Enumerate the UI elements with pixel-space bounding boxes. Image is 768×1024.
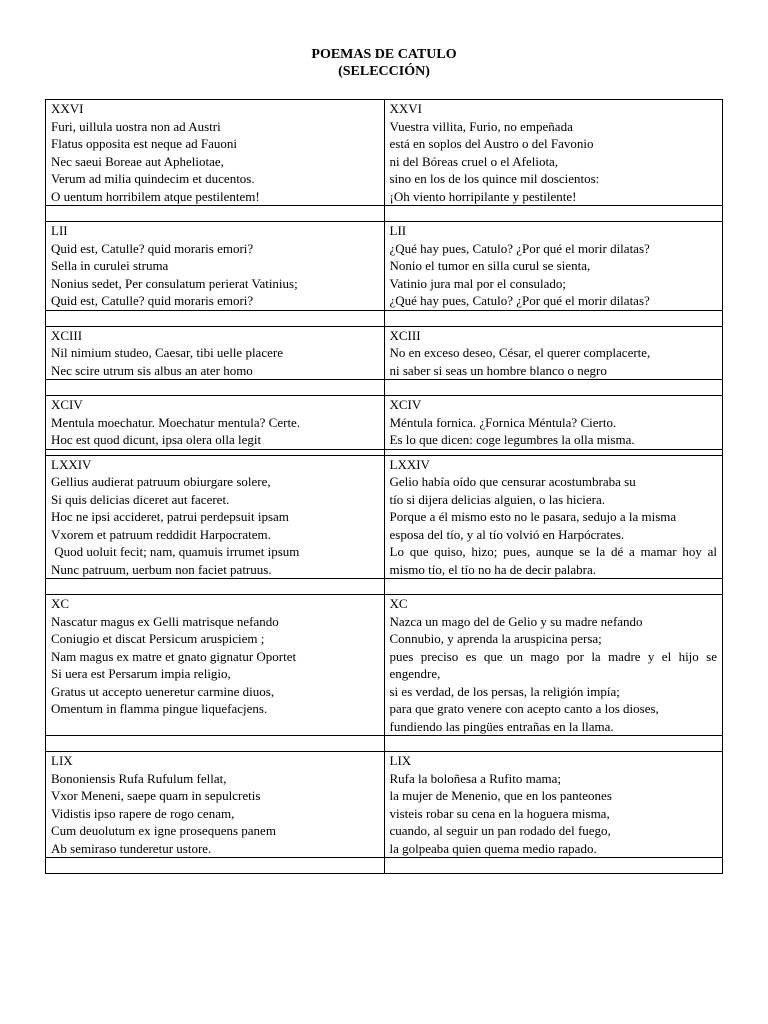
verse-line: Hoc ne ipsi accideret, patrui perdepsuit ipsam [51, 509, 289, 524]
poem-number: LXXIV [389, 456, 430, 472]
verse-line: visteis robar su cena en la hoguera misma, [389, 805, 610, 821]
verse-line: Furi, uillula uostra non ad Austri [51, 118, 221, 134]
spacer-cell [46, 736, 385, 752]
verse-line: la golpeaba quien quema medio rapado. [389, 840, 597, 856]
verse-line: Porque a él mismo esto no le pasara, sedujo a la misma [389, 509, 677, 524]
verse-line: Verum ad milia quindecim et ducentos. [51, 171, 255, 186]
latin-column [46, 455, 385, 579]
verse-line: tío si dijera delicias alguien, o las hiciera. [389, 491, 606, 507]
spacer-cell [46, 206, 385, 222]
poem-row [46, 100, 723, 206]
latin-column [46, 222, 385, 311]
verse-line: fundiendo las pingües entrañas en la llama. [389, 718, 614, 734]
verse-line: esposa del tío, y al tío volvió en Harpócrates. [389, 526, 625, 542]
verse-line: Nonio el tumor en silla curul se sienta, [389, 258, 591, 273]
verse-line: está en soplos del Austro o del Favonio [389, 136, 594, 151]
verse-line: Coniugio et discat Persicum aruspiciem ; [51, 631, 265, 646]
document-title [0, 46, 768, 80]
spanish-column [384, 100, 723, 206]
verse-line: pues preciso es que un mago por la madre y el hijo se engendre, [389, 648, 721, 681]
spanish-column [384, 752, 723, 858]
spacer-cell [46, 579, 385, 595]
verse-line: ¿Qué hay pues, Catulo? ¿Por qué el morir dilatas? [389, 293, 650, 308]
title-line-1: POEMAS DE CATULO [311, 47, 457, 62]
poem-number: XC [51, 596, 70, 611]
poems-table [45, 99, 723, 874]
verse-line: Si quis delicias diceret aut faceret. [51, 491, 230, 507]
verse-line: la mujer de Menenio, que en los panteones [389, 788, 612, 803]
verse-line: Lo que quiso, hizo; pues, aunque se la dé a mamar hoy al mismo tío, el tío no ha de decir palabra. [389, 544, 721, 577]
verse-line: ¡Oh viento horripilante y pestilente! [389, 188, 577, 204]
poem-number: LII [51, 223, 68, 238]
title-line-2: (SELECCIÓN) [338, 64, 430, 79]
spacer-cell [384, 380, 723, 396]
verse-line: Nam magus ex matre et gnato gignatur Oportet [51, 648, 297, 664]
poem-number: XXVI [51, 101, 84, 116]
verse-line: Quod uoluit fecit; nam, quamuis irrumet ipsum [51, 544, 300, 559]
verse-line: Rufa la boloñesa a Rufito mama; [389, 770, 561, 786]
verse-line: Mentula moechatur. Moechatur mentula? Certe. [51, 414, 301, 430]
poem-number: LIX [51, 753, 73, 768]
poem-number: XCIV [389, 397, 422, 412]
latin-column [46, 396, 385, 450]
verse-line: Sella in curulei struma [51, 258, 169, 273]
poem-number: XCIV [51, 397, 83, 412]
verse-line: Ab semiraso tunderetur ustore. [51, 840, 212, 856]
spacer-row [46, 858, 723, 874]
verse-line: Si uera est Persarum impia religio, [51, 666, 231, 681]
verse-line: si es verdad, de los persas, la religión impía; [389, 683, 620, 699]
verse-line: Vidistis ipso rapere de rogo cenam, [51, 805, 235, 821]
verse-line: ni del Bóreas cruel o el Afeliota, [389, 153, 559, 169]
verse-line: Hoc est quod dicunt, ipsa olera olla legit [51, 432, 262, 447]
poem-number: LII [389, 223, 407, 238]
verse-line: Quid est, Catulle? quid moraris emori? [51, 240, 254, 256]
spacer-cell [384, 858, 723, 874]
verse-line: Nec saeui Boreae aut Apheliotae, [51, 153, 224, 169]
latin-column [46, 595, 385, 736]
poem-number: XCIII [51, 327, 83, 343]
spanish-column [384, 396, 723, 450]
spacer-cell [384, 579, 723, 595]
poem-number: XXVI [389, 101, 422, 116]
poem-row [46, 222, 723, 311]
spacer-row [46, 579, 723, 595]
poems-table-body [46, 100, 723, 874]
verse-line: Vatinio jura mal por el consulado; [389, 275, 567, 291]
verse-line: Nazca un mago del de Gelio y su madre nefando [389, 613, 643, 629]
spanish-column [384, 455, 723, 579]
verse-line: cuando, al seguir un pan rodado del fuego, [389, 823, 611, 838]
spacer-cell [384, 310, 723, 326]
verse-line: Nil nimium studeo, Caesar, tibi uelle placere [51, 345, 283, 360]
poem-number: LXXIV [51, 456, 92, 472]
poem-number: XCIII [389, 327, 421, 343]
poem-row [46, 595, 723, 736]
spacer-row [46, 736, 723, 752]
verse-line: Vxor Meneni, saepe quam in sepulcretis [51, 788, 261, 803]
poem-row [46, 752, 723, 858]
latin-column [46, 100, 385, 206]
spacer-row [46, 380, 723, 396]
verse-line: ¿Qué hay pues, Catulo? ¿Por qué el morir dilatas? [389, 240, 650, 256]
verse-line: Nonius sedet, Per consulatum perierat Vatinius; [51, 275, 298, 291]
spacer-row [46, 206, 723, 222]
spacer-row [46, 310, 723, 326]
poem-row [46, 396, 723, 450]
poem-number: LIX [389, 753, 412, 768]
verse-line: Gellius audierat patruum obiurgare solere, [51, 474, 271, 489]
spacer-cell [46, 310, 385, 326]
verse-line: ni saber si seas un hombre blanco o negro [389, 362, 607, 378]
verse-line: Gratus ut accepto ueneretur carmine diuos, [51, 683, 275, 699]
poem-row [46, 326, 723, 380]
verse-line: Nec scire utrum sis albus an ater homo [51, 362, 253, 378]
verse-line: Bononiensis Rufa Rufulum fellat, [51, 770, 227, 786]
poem-row [46, 455, 723, 579]
latin-column [46, 752, 385, 858]
verse-line: Méntula fornica. ¿Fornica Méntula? Cierto. [389, 414, 617, 430]
verse-line: Omentum in flamma pingue liquefacjens. [51, 701, 268, 716]
spanish-column [384, 222, 723, 311]
verse-line: Vuestra villita, Furio, no empeñada [389, 118, 573, 134]
verse-line: Vxorem et patruum reddidit Harpocratem. [51, 526, 271, 542]
verse-line: sino en los de los quince mil doscientos: [389, 171, 600, 186]
verse-line: Flatus opposita est neque ad Fauoni [51, 136, 237, 151]
verse-line: Connubio, y aprenda la aruspicina persa; [389, 631, 602, 646]
spacer-cell [384, 736, 723, 752]
verse-line: para que grato venere con acepto canto a los dioses, [389, 701, 659, 716]
verse-line: Nascatur magus ex Gelli matrisque nefando [51, 613, 279, 629]
spacer-cell [384, 206, 723, 222]
verse-line: No en exceso deseo, César, el querer complacerte, [389, 345, 651, 360]
verse-line: Es lo que dicen: coge legumbres la olla misma. [389, 432, 635, 447]
verse-line: Nunc patruum, uerbum non faciet patruus. [51, 561, 272, 577]
verse-line: Cum deuolutum ex igne prosequens panem [51, 823, 276, 838]
spanish-column [384, 595, 723, 736]
verse-line: Quid est, Catulle? quid moraris emori? [51, 293, 254, 308]
latin-column [46, 326, 385, 380]
spanish-column [384, 326, 723, 380]
spacer-cell [46, 380, 385, 396]
poem-number: XC [389, 596, 408, 611]
spacer-cell [46, 858, 385, 874]
verse-line: O uentum horribilem atque pestilentem! [51, 188, 260, 204]
verse-line: Gelio había oído que censurar acostumbraba su [389, 474, 636, 489]
